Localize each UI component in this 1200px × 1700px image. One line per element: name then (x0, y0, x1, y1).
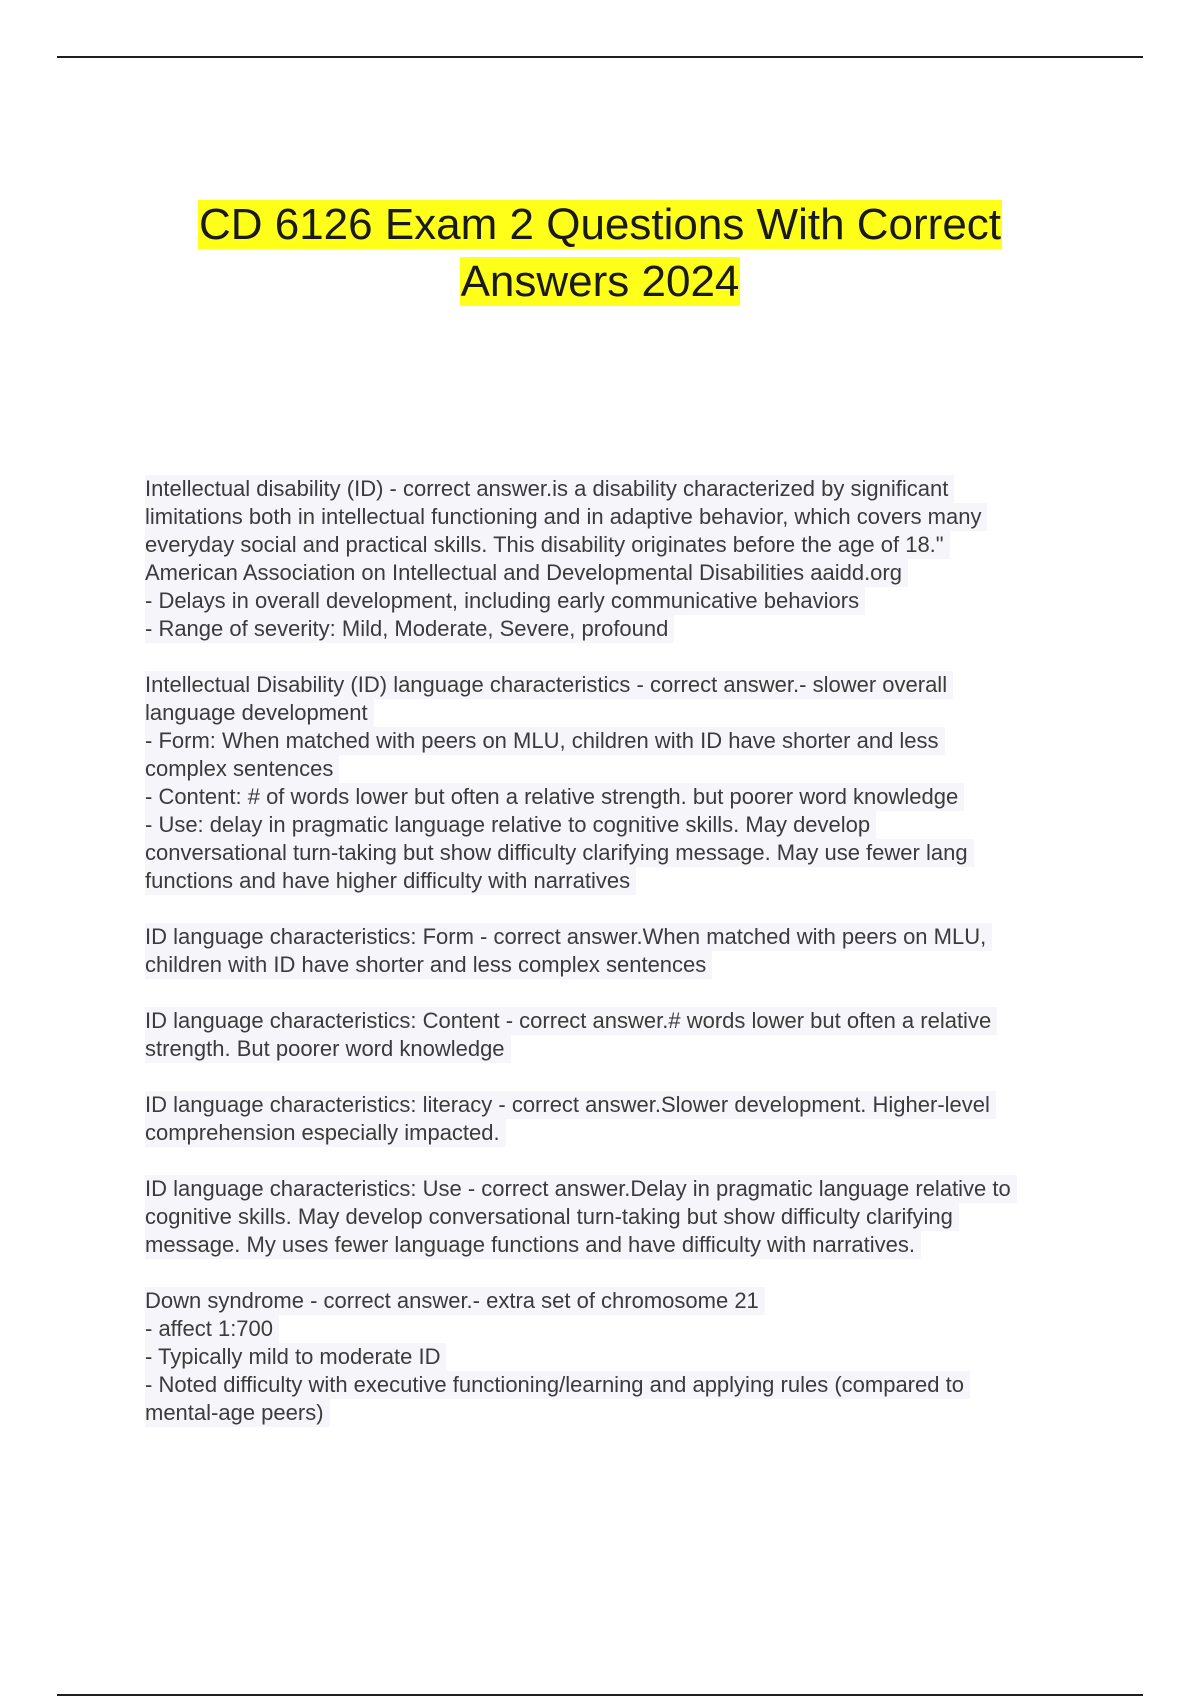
qa-entry-id-use (145, 1175, 1095, 1259)
text-line: language development (145, 699, 374, 727)
qa-entry-id-literacy (145, 1091, 1095, 1147)
text-line: - Use: delay in pragmatic language relative to cognitive skills. May develop (145, 811, 876, 839)
text-line: functions and have higher difficulty with narratives (145, 867, 636, 895)
text-line: Intellectual disability (ID) - correct answer.is a disability characterized by significant (145, 475, 954, 503)
text-line: ID language characteristics: literacy - correct answer.Slower development. Higher-level (145, 1091, 996, 1119)
qa-entry-id-form (145, 923, 1095, 979)
text-line: - Range of severity: Mild, Moderate, Severe, profound (145, 615, 674, 643)
text-line: ID language characteristics: Form - correct answer.When matched with peers on MLU, (145, 923, 992, 951)
text-line: - Typically mild to moderate ID (145, 1343, 446, 1371)
text-line: - affect 1:700 (145, 1315, 279, 1343)
header-rule (57, 56, 1143, 58)
text-line: - Content: # of words lower but often a relative strength. but poorer word knowledge (145, 783, 964, 811)
text-line: - Form: When matched with peers on MLU, children with ID have shorter and less (145, 727, 945, 755)
text-line: limitations both in intellectual functioning and in adaptive behavior, which covers many (145, 503, 987, 531)
text-line: ID language characteristics: Content - correct answer.# words lower but often a relative (145, 1007, 997, 1035)
text-line: Down syndrome - correct answer.- extra set of chromosome 21 (145, 1287, 765, 1315)
text-line: cognitive skills. May develop conversational turn-taking but show difficulty clarifying (145, 1203, 959, 1231)
text-line: conversational turn-taking but show difficulty clarifying message. May use fewer lang (145, 839, 974, 867)
footer-rule (57, 1694, 1143, 1696)
text-line: children with ID have shorter and less complex sentences (145, 951, 712, 979)
title-line-1: CD 6126 Exam 2 Questions With Correct (198, 200, 1002, 249)
text-line: mental-age peers) (145, 1399, 330, 1427)
title-line-2: Answers 2024 (460, 257, 740, 306)
page-title (100, 196, 1100, 310)
text-line: message. My uses fewer language functions and have difficulty with narratives. (145, 1231, 921, 1259)
text-line: strength. But poorer word knowledge (145, 1035, 511, 1063)
text-line: - Delays in overall development, including early communicative behaviors (145, 587, 865, 615)
qa-list (145, 475, 1095, 1455)
text-line: - Noted difficulty with executive functioning/learning and applying rules (compared to (145, 1371, 970, 1399)
qa-entry-id-language-characteristics (145, 671, 1095, 895)
qa-entry-intellectual-disability (145, 475, 1095, 643)
qa-entry-down-syndrome (145, 1287, 1095, 1427)
text-line: complex sentences (145, 755, 339, 783)
text-line: ID language characteristics: Use - correct answer.Delay in pragmatic language relative to (145, 1175, 1017, 1203)
qa-entry-id-content (145, 1007, 1095, 1063)
text-line: Intellectual Disability (ID) language characteristics - correct answer.- slower overall (145, 671, 953, 699)
text-line: comprehension especially impacted. (145, 1119, 506, 1147)
text-line: everyday social and practical skills. This disability originates before the age of 18." (145, 531, 950, 559)
text-line: American Association on Intellectual and Developmental Disabilities aaidd.org (145, 559, 908, 587)
